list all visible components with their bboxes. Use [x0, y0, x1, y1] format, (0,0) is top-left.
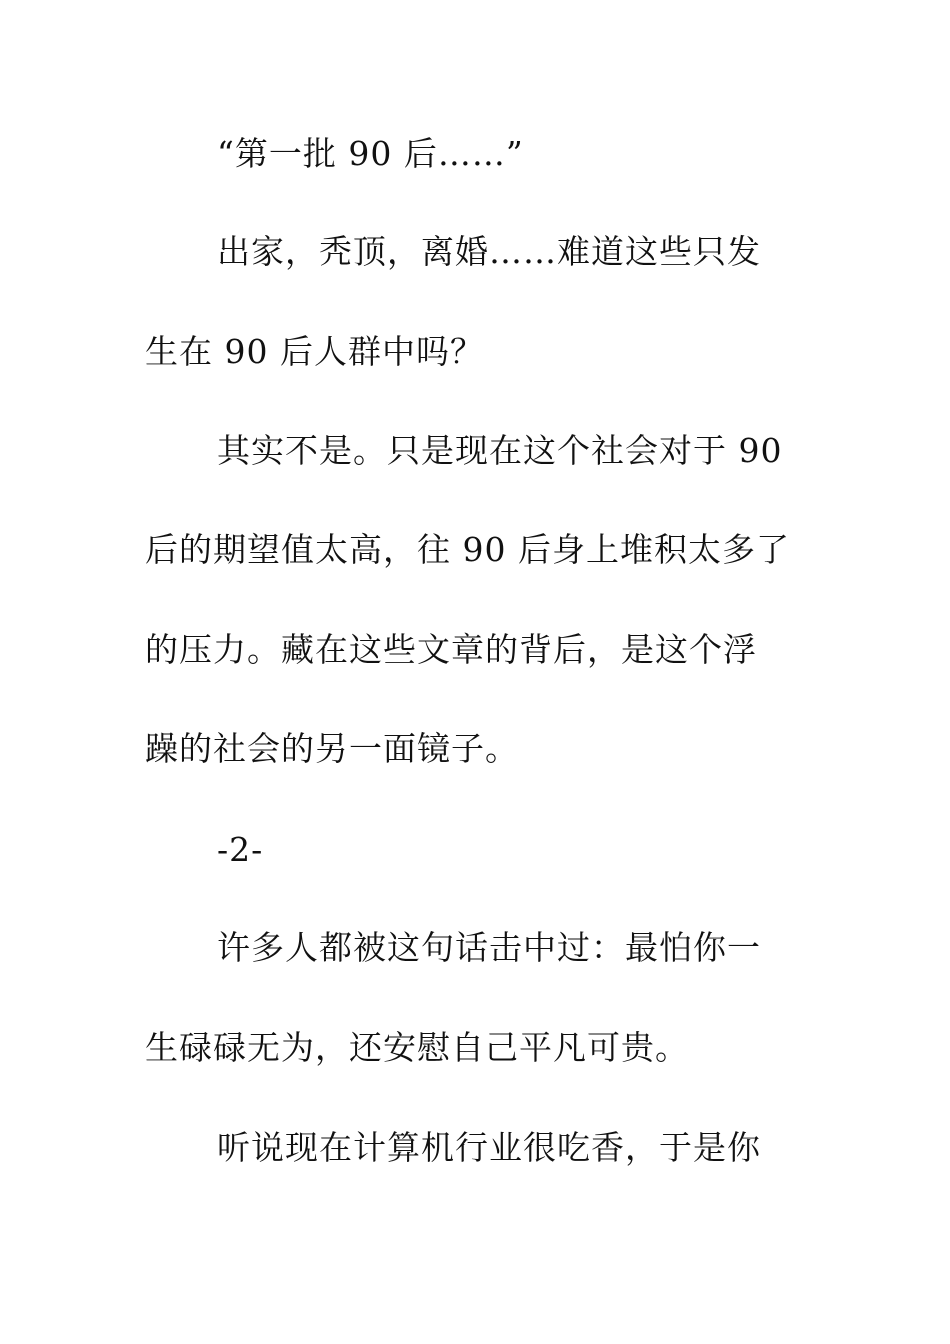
- paragraph-line: 生碌碌无为，还安慰自己平凡可贵。: [145, 1028, 689, 1067]
- section-number: -2-: [217, 830, 264, 869]
- paragraph-line: 生在 90 后人群中吗？: [145, 332, 484, 371]
- paragraph-line: 其实不是。只是现在这个社会对于 90: [217, 431, 783, 470]
- paragraph-line: 的压力。藏在这些文章的背后，是这个浮: [145, 630, 757, 669]
- paragraph-line-quote: “第一批 90 后……”: [217, 134, 524, 173]
- paragraph-line: 许多人都被这句话击中过：最怕你一: [217, 928, 761, 967]
- paragraph-line: 听说现在计算机行业很吃香，于是你: [217, 1128, 761, 1167]
- paragraph-line: 出家，秃顶，离婚……难道这些只发: [217, 232, 761, 271]
- paragraph-line: 躁的社会的另一面镜子。: [145, 729, 519, 768]
- paragraph-line: 后的期望值太高，往 90 后身上堆积太多了: [145, 530, 790, 569]
